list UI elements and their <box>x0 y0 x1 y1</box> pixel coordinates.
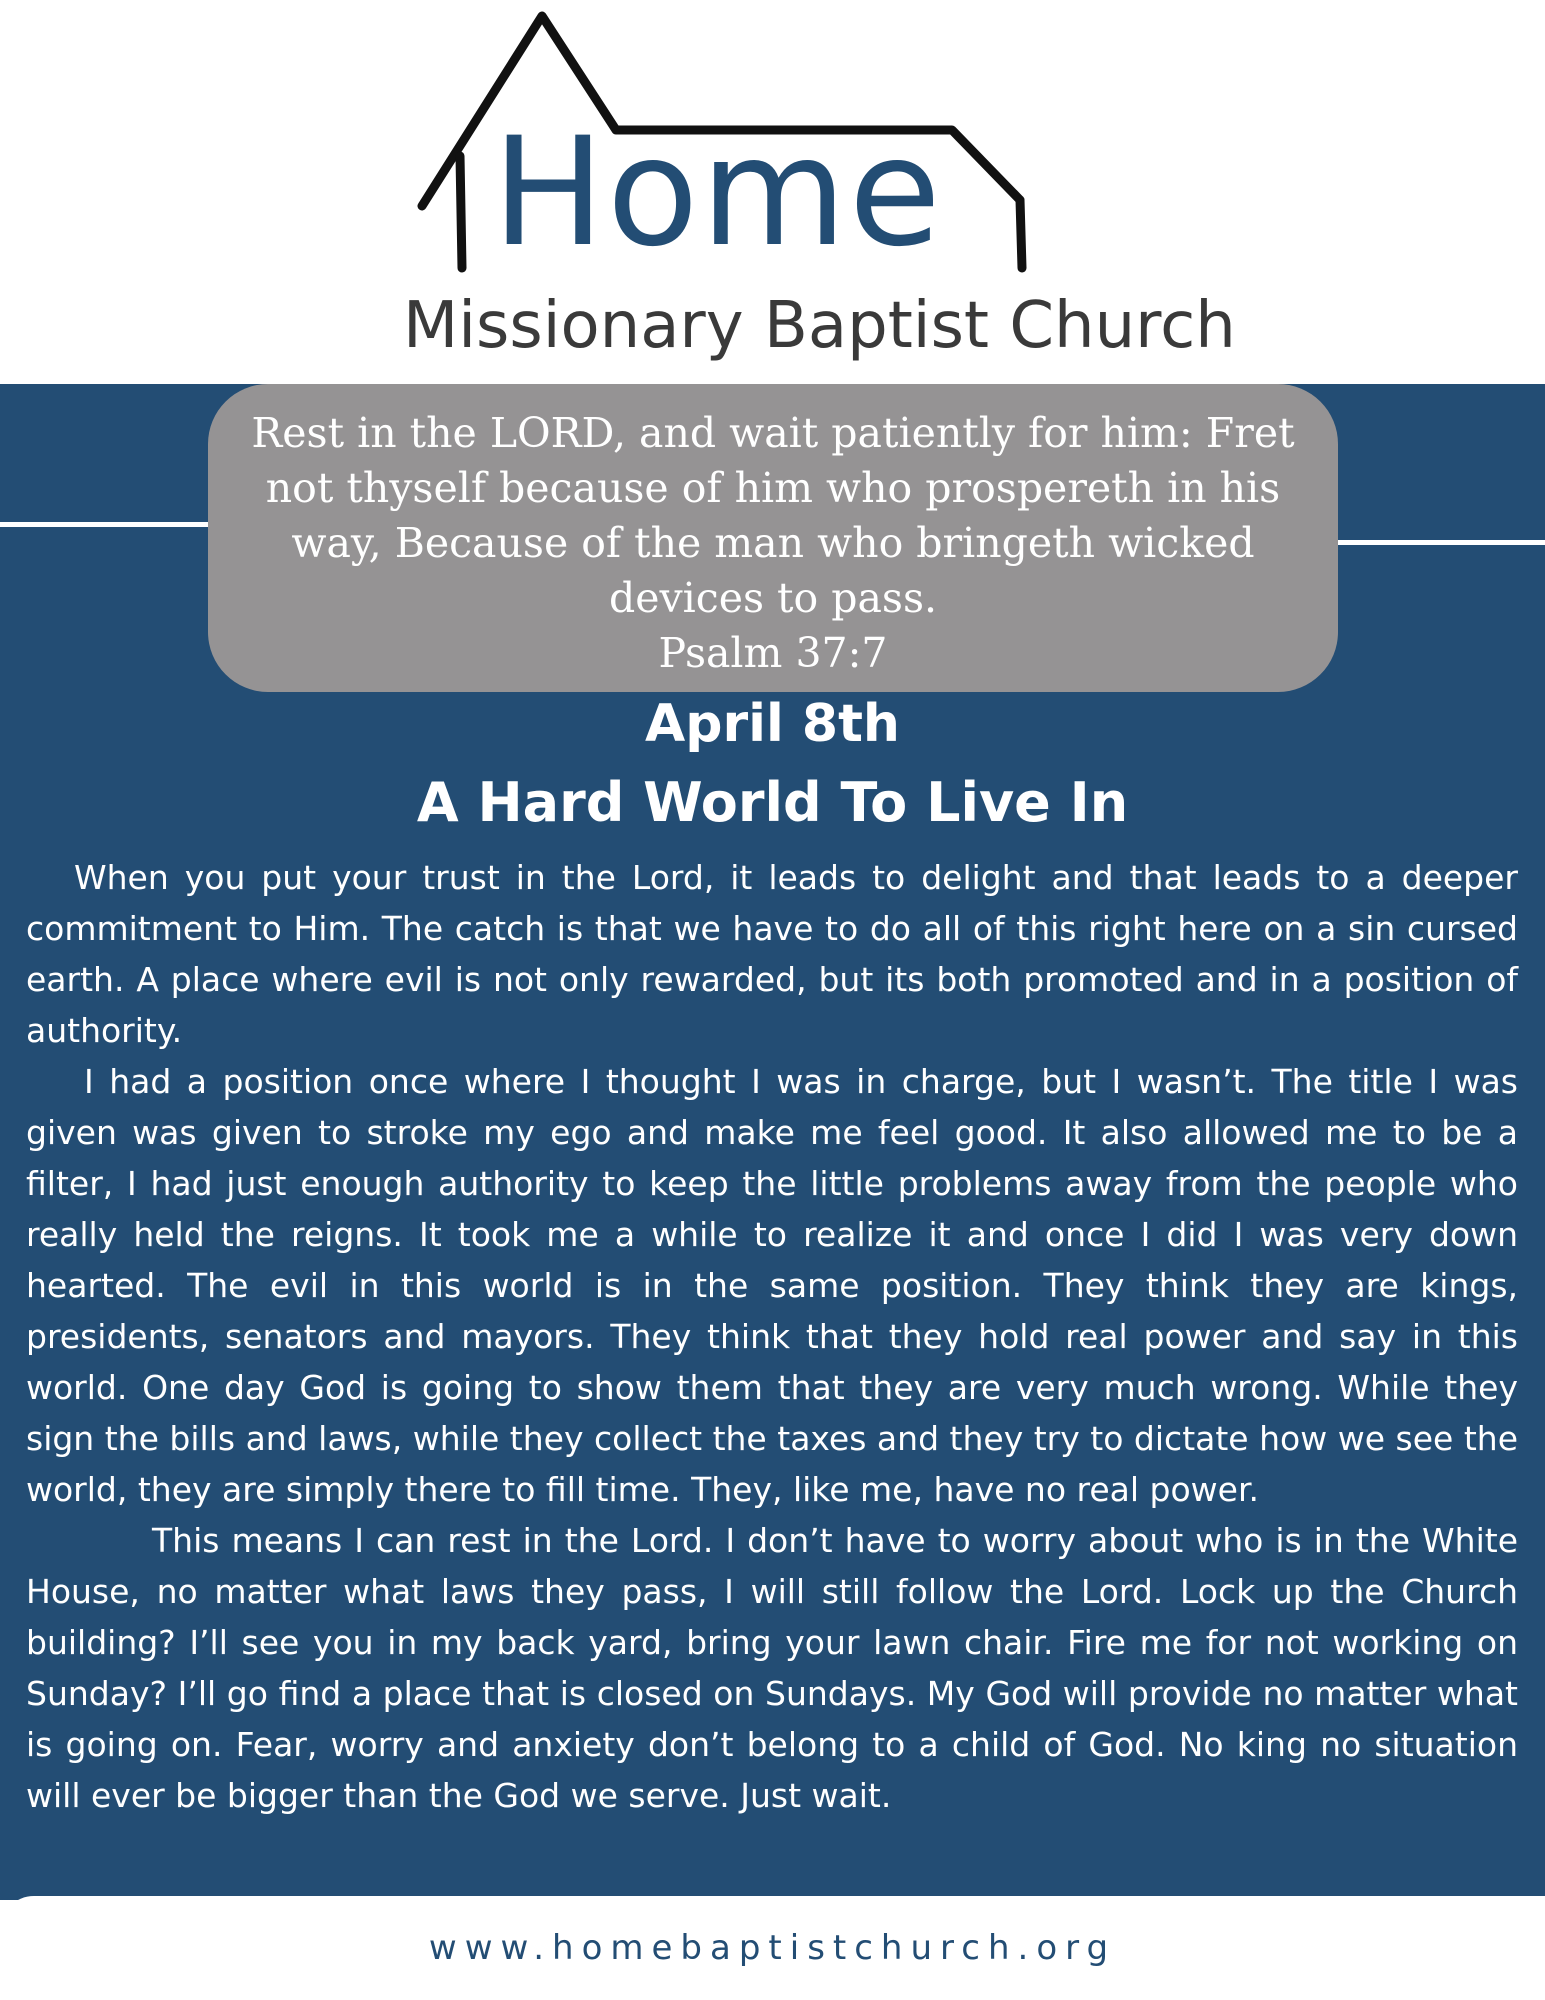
scripture-text: Rest in the LORD, and wait patiently for him: Fret not thyself because of him who prospereth in his way, Because of the man who bringeth wicked devices to pass. <box>251 409 1295 622</box>
devotional-date: April 8th <box>645 694 900 754</box>
divider-left <box>0 522 210 527</box>
devotional-title: A Hard World To Live In <box>416 771 1129 834</box>
paragraph-3: This means I can rest in the Lord. I don’t have to worry about who is in the White House, no matter what laws they pass, I will still follow the Lord. Lock up the Church building? I’ll see you in my back yard, bring your lawn chair. Fire me for not working on Sunday? I’ll go find a place that is closed on Sundays. My God will provide no matter what is going on. Fear, worry and anxiety don’t belong to a child of God. No king no situation will ever be bigger than the God we serve. Just wait. <box>26 1521 1518 1815</box>
scripture-reference: Psalm 37:7 <box>658 629 888 677</box>
logo-subtitle: Missionary Baptist Church <box>403 289 1236 363</box>
paragraph-2: I had a position once where I thought I was in charge, but I wasn’t. The title I was given was given to stroke my ego and make me feel good. It also allowed me to be a filter, I had just enough authority to keep the little problems away from the people who really held the reigns. It took me a while to realize it and once I did I was very down hearted. The evil in this world is in the same position. They think they are kings, presidents, senators and mayors. They think that they hold real power and say in this world. One day God is going to show them that they are very much wrong. While they sign the bills and laws, while they collect the taxes and they try to dictate how we see the world, they are simply there to fill time. They, like me, have no real power. <box>26 1062 1518 1509</box>
paragraph-1: When you put your trust in the Lord, it leads to delight and that leads to a deeper commitment to Him. The catch is that we have to do all of this right here on a sin cursed earth. A place where evil is not only rewarded, but its both promoted and in a position of authority. <box>26 858 1518 1050</box>
divider-right <box>1330 540 1545 545</box>
logo-home-word: Home <box>492 106 943 280</box>
website-url: www.homebaptistchurch.org <box>428 1928 1117 1968</box>
devotional-body <box>26 852 1518 1821</box>
header <box>0 0 1545 384</box>
scripture-box <box>208 384 1338 692</box>
